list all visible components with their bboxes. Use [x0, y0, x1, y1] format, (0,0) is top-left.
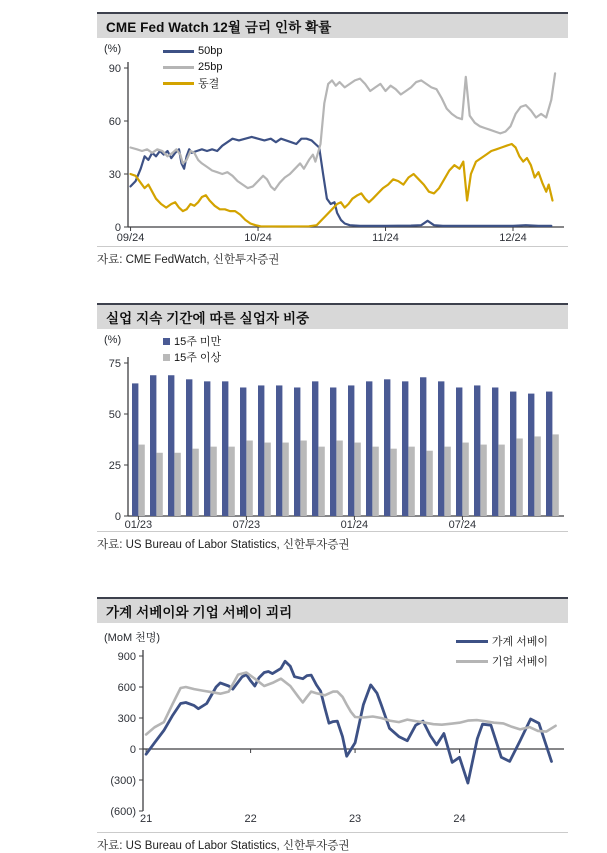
bar-15주 미만 [492, 387, 498, 516]
legend-square-swatch [163, 338, 170, 345]
bar-15주 미만 [258, 385, 264, 516]
bar-15주 미만 [186, 379, 192, 516]
bar-15주 이상 [336, 441, 342, 516]
chart-title: 가계 서베이와 기업 서베이 괴리 [106, 605, 293, 620]
bar-15주 이상 [516, 438, 522, 516]
legend-item [163, 61, 222, 73]
bar-15주 미만 [240, 387, 246, 516]
bar-15주 이상 [462, 443, 468, 516]
bar-15주 이상 [174, 453, 180, 516]
bar-15주 이상 [426, 451, 432, 516]
legend-square-swatch [163, 354, 170, 361]
bar-15주 미만 [420, 377, 426, 516]
y-tick-label: 90 [108, 63, 121, 75]
source-note: 자료: CME FedWatch, 신한투자증권 [97, 246, 568, 267]
chart-block-cme-fedwatch [97, 12, 568, 267]
x-tick-label: 01/23 [124, 519, 153, 531]
report-column [97, 0, 568, 853]
bar-15주 이상 [534, 436, 540, 516]
y-tick-label: (300) [110, 775, 136, 787]
legend-item [456, 655, 548, 667]
bar-15주 미만 [456, 387, 462, 516]
x-tick-label: 21 [140, 813, 153, 825]
bar-15주 미만 [438, 381, 444, 516]
y-tick-label: 60 [108, 116, 121, 128]
legend-label: 50bp [198, 45, 223, 57]
chart-area [97, 38, 568, 246]
bar-15주 이상 [408, 447, 414, 516]
bar-15주 이상 [210, 447, 216, 516]
bar-15주 이상 [552, 434, 558, 516]
bar-15주 이상 [300, 441, 306, 516]
bar-15주 미만 [276, 385, 282, 516]
bar-15주 미만 [330, 387, 336, 516]
legend-line-swatch [163, 50, 194, 53]
bar-15주 미만 [528, 394, 534, 516]
legend-label: 가계 서베이 [491, 636, 548, 648]
x-tick-label: 24 [453, 813, 466, 825]
legend [163, 335, 221, 363]
legend-label: 25bp [198, 61, 223, 73]
x-tick-label: 09/24 [116, 232, 145, 244]
bar-15주 이상 [354, 443, 360, 516]
legend-label: 기업 서베이 [491, 656, 548, 668]
bar-15주 미만 [222, 381, 228, 516]
y-axis-unit-label: (%) [104, 43, 122, 55]
legend [456, 635, 548, 667]
legend-line-swatch [456, 640, 488, 643]
legend-item [163, 45, 222, 57]
bar-15주 미만 [348, 385, 354, 516]
x-tick-label: 10/24 [244, 232, 272, 244]
bar-15주 이상 [138, 445, 144, 516]
bar-15주 미만 [384, 379, 390, 516]
bar-15주 미만 [132, 383, 138, 516]
bar-15주 이상 [282, 443, 288, 516]
legend-label: 동결 [198, 78, 220, 90]
bar-15주 이상 [156, 453, 162, 516]
bar-15주 미만 [510, 392, 516, 516]
y-tick-label: 30 [108, 169, 121, 181]
y-tick-label: 25 [108, 460, 121, 472]
legend-item [163, 335, 221, 347]
chart-block-unemployment-duration [97, 303, 568, 552]
bar-15주 미만 [150, 375, 156, 516]
legend-line-swatch [456, 660, 488, 663]
bar-15주 미만 [168, 375, 174, 516]
series-line-50bp [131, 137, 552, 226]
legend-label: 15주 이상 [174, 352, 222, 364]
bar-15주 이상 [318, 447, 324, 516]
bar-15주 미만 [312, 381, 318, 516]
bar-15주 이상 [498, 445, 504, 516]
x-tick-label: 11/24 [372, 232, 399, 244]
y-tick-label: 0 [114, 222, 121, 234]
bar-15주 이상 [228, 447, 234, 516]
y-tick-label: (600) [110, 806, 136, 818]
bar-15주 이상 [246, 441, 252, 516]
legend-line-swatch [163, 66, 194, 69]
y-tick-label: 0 [114, 511, 121, 523]
chart-title-bar [97, 12, 568, 38]
y-tick-label: 50 [108, 409, 121, 421]
bar-15주 미만 [402, 381, 408, 516]
y-tick-label: 600 [117, 682, 136, 694]
x-tick-label: 22 [244, 813, 257, 825]
x-tick-label: 23 [348, 813, 362, 825]
source-note: 자료: US Bureau of Labor Statistics, 신한투자증권 [97, 832, 568, 853]
bar-15주 미만 [294, 387, 300, 516]
chart-area [97, 623, 568, 830]
bar-15주 이상 [444, 447, 450, 516]
x-tick-label: 12/24 [499, 232, 527, 244]
chart-area [97, 329, 568, 531]
bar-15주 미만 [366, 381, 372, 516]
bar-15주 이상 [192, 449, 198, 516]
legend-item [163, 77, 222, 89]
y-axis-unit-label: (%) [104, 334, 122, 346]
bar-15주 이상 [372, 447, 378, 516]
y-tick-label: 0 [129, 744, 136, 756]
y-axis-unit-label: (MoM 천명) [104, 632, 161, 644]
chart-title: 실업 지속 기간에 따른 실업자 비중 [106, 311, 310, 326]
chart-title: CME Fed Watch 12월 금리 인하 확률 [106, 20, 332, 35]
x-tick-label: 07/24 [448, 519, 477, 531]
chart-block-survey-gap [97, 597, 568, 853]
legend [163, 45, 222, 89]
chart-title-bar [97, 303, 568, 329]
legend-label: 15주 미만 [174, 336, 222, 348]
line-chart-plot [97, 648, 568, 830]
y-tick-label: 900 [117, 651, 136, 663]
source-note: 자료: US Bureau of Labor Statistics, 신한투자증권 [97, 531, 568, 552]
y-tick-label: 300 [117, 713, 136, 725]
legend-item [163, 351, 221, 363]
bar-15주 미만 [474, 385, 480, 516]
y-tick-label: 75 [108, 358, 121, 370]
chart-title-bar [97, 597, 568, 623]
series-line-동결 [131, 144, 553, 227]
series-line-25bp [131, 73, 556, 190]
bar-15주 미만 [546, 392, 552, 516]
x-tick-label: 01/24 [340, 519, 369, 531]
bar-15주 이상 [390, 449, 396, 516]
bar-15주 미만 [204, 381, 210, 516]
x-tick-label: 07/23 [232, 519, 261, 531]
chart-svg [97, 648, 568, 830]
bar-15주 이상 [264, 443, 270, 516]
bar-15주 이상 [480, 445, 486, 516]
legend-line-swatch [163, 82, 194, 85]
legend-item [456, 635, 548, 647]
